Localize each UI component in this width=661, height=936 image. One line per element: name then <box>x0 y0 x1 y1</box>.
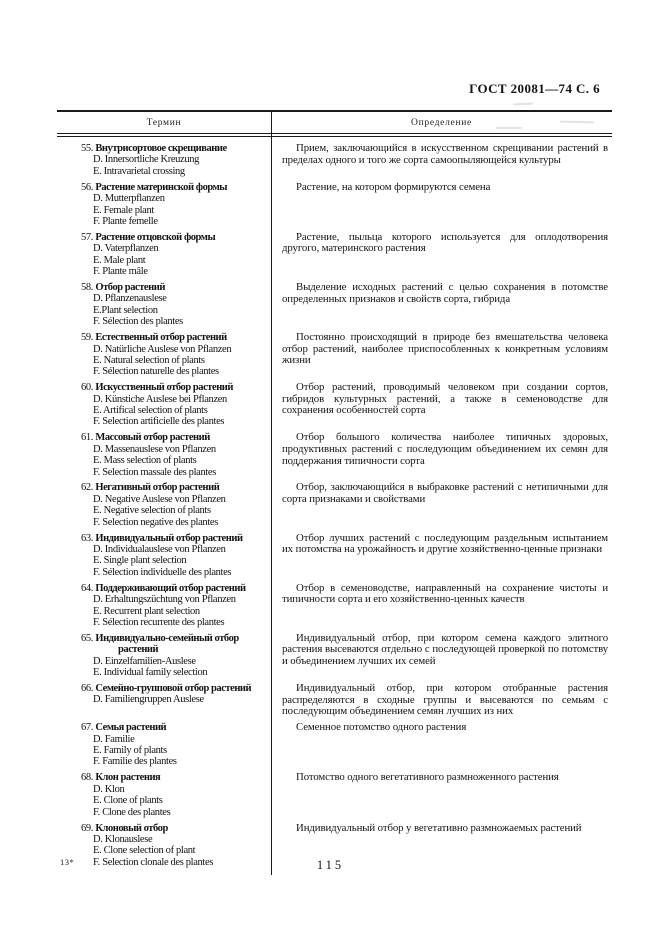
term-name: Индивидуально-семейный отбор растений <box>95 632 239 656</box>
term-name: Индивидуальный отбор растений <box>95 532 243 544</box>
term-translation: D. Erhaltungszüchtung von Pflanzen <box>93 594 236 606</box>
table-body <box>57 137 612 873</box>
table-row <box>57 282 612 332</box>
term-translation: D. Familie <box>93 733 135 745</box>
term-number: 67. <box>81 722 94 734</box>
definition-cell: Растение, на котором формируются семена <box>296 180 491 193</box>
term-cell <box>57 583 271 629</box>
column-header-term: Термин <box>146 118 182 128</box>
table-row <box>57 583 612 633</box>
term-translation: D. Klonauslese <box>93 833 153 845</box>
table-row <box>57 683 612 722</box>
term-name: Массовый отбор растений <box>95 432 210 444</box>
term-cell <box>57 533 271 579</box>
term-title <box>81 533 269 544</box>
term-translation: F. Clone des plantes <box>93 806 171 818</box>
term-translation: D. Massenauslese von Pflanzen <box>93 443 216 455</box>
term-translation: E. Family of plants <box>93 745 167 757</box>
definition-cell: Растение, пыльца которого используется для оплодотворения другого, материнского растения <box>282 230 608 255</box>
term-translation: D. Negative Auslese von Pflanzen <box>93 493 226 505</box>
term-name: Клон растения <box>95 772 161 784</box>
term-translation: F. Selection massale des plantes <box>93 466 216 478</box>
term-translation: D. Familiengruppen Auslese <box>93 694 204 706</box>
term-translation: E. Individual family selection <box>93 667 208 679</box>
table-row <box>57 382 612 432</box>
column-divider <box>271 112 272 875</box>
term-name: Отбор растений <box>95 281 165 293</box>
table-row <box>57 633 612 683</box>
term-translation: F. Sélection recurrente des plantes <box>93 616 225 628</box>
definition-cell: Отбор в семеноводстве, направленный на сохранение чистоты и типичности сорта и его хозяйственно-ценных качеств <box>282 581 608 606</box>
term-cell <box>57 282 271 328</box>
term-translation: E. Artifical selection of plants <box>93 405 208 417</box>
term-name: Естественный отбор растений <box>95 332 227 344</box>
table-row <box>57 772 612 822</box>
definition-cell: Прием, заключающийся в искусственном скрещивании растений в пределах одного и того же сорта самоопыляющейся культуры <box>282 142 608 166</box>
term-number: 56. <box>81 181 94 193</box>
term-translation: E. Negative selection of plants <box>93 505 211 517</box>
term-title <box>81 482 269 493</box>
term-number: 57. <box>81 231 94 243</box>
page-number: 115 <box>316 858 345 872</box>
term-translation: D. Natürliche Auslese von Pflanzen <box>93 343 232 355</box>
table-row <box>57 722 612 772</box>
term-translation: E. Intravarietal crossing <box>93 165 185 177</box>
definition-cell: Отбор растений, проводимый человеком при создании сортов, гибридов культурных растений, а также в семеноводстве для сохранения особенностей сорта <box>282 381 608 417</box>
term-translation: F. Plante femelle <box>93 215 158 227</box>
term-name: Поддерживающий отбор растений <box>95 582 246 594</box>
term-title <box>81 823 269 834</box>
term-name: Внутрисортовое скрещивание <box>95 143 227 154</box>
term-translation: E. Single plant selection <box>93 555 187 567</box>
term-cell <box>57 232 271 278</box>
term-translation: E. Clone selection of plant <box>93 845 196 857</box>
term-cell <box>57 722 271 768</box>
definition-cell: Индивидуальный отбор у вегетативно размножаемых растений <box>296 821 582 834</box>
term-cell <box>57 432 271 478</box>
term-name: Негативный отбор растений <box>95 482 220 494</box>
term-cell <box>57 143 271 177</box>
table-row <box>57 143 612 182</box>
definition-cell: Отбор, заключающийся в выбраковке растений с нетипичными для сорта признаками и свойствами <box>282 481 608 506</box>
definition-cell: Отбор лучших растений с последующим раздельным испытанием их потомства на урожайность и другие хозяйственно-ценные признаки <box>282 531 608 556</box>
term-translation: F. Selection negative des plantes <box>93 516 218 528</box>
term-title <box>81 182 269 193</box>
term-translation: D. Vaterpflanzen <box>93 243 159 255</box>
term-number: 68. <box>81 772 94 784</box>
definition-cell: Семенное потомство одного растения <box>296 721 467 734</box>
definition-cell: Потомство одного вегетативного размноженного растения <box>296 771 559 784</box>
definition-cell: Индивидуальный отбор, при котором семена каждого элитного растения высеваются отдельно с последующей проверкой по потомству и объединением лучших их семей <box>282 631 608 668</box>
term-translation: F. Familie des plantes <box>93 756 177 768</box>
term-title <box>81 683 269 694</box>
table-row <box>57 232 612 282</box>
table-row <box>57 432 612 482</box>
term-translation: F. Selection artificielle des plantes <box>93 416 225 428</box>
term-number: 59. <box>81 332 94 344</box>
term-cell <box>57 332 271 378</box>
table-header-row <box>57 112 612 133</box>
table-row <box>57 182 612 232</box>
term-cell <box>57 772 271 818</box>
table-row <box>57 482 612 532</box>
term-translation: E. Male plant <box>93 254 146 266</box>
term-cell <box>57 683 271 718</box>
term-number: 62. <box>81 482 94 494</box>
term-translation: E. Recurrent plant selection <box>93 605 200 617</box>
term-number: 55. <box>81 143 94 154</box>
term-title <box>81 583 269 594</box>
term-translation: F. Sélection individuelle des plantes <box>93 566 232 578</box>
term-title <box>81 382 269 393</box>
term-name: Семейно-групповой отбор растений <box>95 682 252 694</box>
term-number: 58. <box>81 281 94 293</box>
page-header: ГОСТ 20081—74 С. 6 <box>469 81 600 96</box>
term-translation: D. Mutterpflanzen <box>93 193 165 205</box>
term-cell <box>57 482 271 528</box>
term-number: 63. <box>81 532 94 544</box>
term-cell <box>57 382 271 428</box>
term-translation: E.Plant selection <box>93 304 158 316</box>
definition-cell: Отбор большого количества наиболее типичных здоровых, продуктивных растений с последующим объединением их семян для поддержания типичности сорта <box>282 431 608 467</box>
term-translation: D. Pflanzenauslese <box>93 293 167 305</box>
term-translation: D. Klon <box>93 783 125 795</box>
term-title <box>81 232 269 243</box>
term-translation: F. Selection clonale des plantes <box>93 856 214 868</box>
term-number: 66. <box>81 682 94 694</box>
definition-cell: Выделение исходных растений с целью сохранения в потомстве определенных признаков и свойств сорта, гибрида <box>282 280 608 305</box>
term-translation: E. Clone of plants <box>93 795 163 807</box>
term-translation: D. Innersortliche Kreuzung <box>93 154 200 166</box>
term-name: Искусственный отбор растений <box>95 382 234 394</box>
term-translation: F. Sélection des plantes <box>93 316 183 328</box>
term-title <box>81 633 269 656</box>
term-number: 65. <box>81 632 94 644</box>
column-header-definition: Определение <box>411 118 472 128</box>
term-number: 61. <box>81 432 94 444</box>
term-name: Растение материнской формы <box>95 181 228 193</box>
term-number: 60. <box>81 382 94 394</box>
term-translation: E. Mass selection of plants <box>93 455 197 467</box>
term-name: Клоновый отбор <box>95 822 168 834</box>
term-title <box>81 282 269 293</box>
table-row <box>57 332 612 382</box>
term-title <box>81 772 269 783</box>
table-row <box>57 533 612 583</box>
term-title <box>81 722 269 733</box>
term-number: 64. <box>81 582 94 594</box>
term-cell <box>57 182 271 228</box>
term-translation: E. Natural selection of plants <box>93 354 205 366</box>
term-translation: D. Individualauslese von Pflanzen <box>93 544 226 555</box>
term-translation: D. Künstiche Auslese bei Pflanzen <box>93 393 227 405</box>
term-number: 69. <box>81 822 94 834</box>
term-translation: F. Sélection naturelle des plantes <box>93 366 219 378</box>
definition-cell: Постоянно происходящий в природе без вмешательства человека отбор растений, наиболее приспособленных к конкретным условиям жизни <box>282 331 608 367</box>
terms-definitions-table <box>57 110 612 875</box>
term-cell <box>57 633 271 679</box>
term-translation: D. Einzelfamilien-Auslese <box>93 655 196 667</box>
term-translation: F. Plante mâle <box>93 266 148 278</box>
signature-mark: 13* <box>60 857 75 867</box>
term-title <box>81 432 269 443</box>
term-title <box>81 332 269 343</box>
term-title <box>81 143 269 154</box>
term-name: Растение отцовской формы <box>95 231 216 243</box>
scan-artifact <box>513 103 533 106</box>
term-name: Семья растений <box>95 722 167 734</box>
definition-cell: Индивидуальный отбор, при котором отобранные растения распределяются в сходные группы и высеваются по семьям с последующим объединением семян лучших из них <box>282 681 608 718</box>
term-translation: E. Female plant <box>93 204 154 216</box>
